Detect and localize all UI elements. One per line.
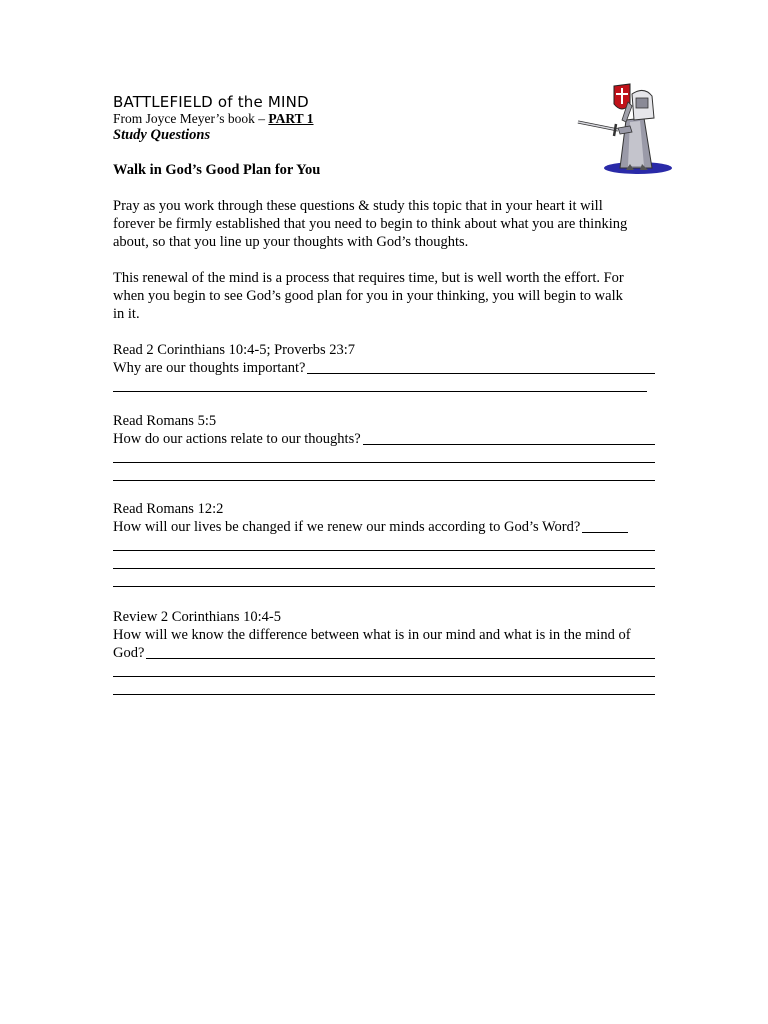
text-line: forever be firmly established that you need to begin to think about what you are thinking xyxy=(113,216,628,232)
question-text: How will our lives be changed if we renew our minds according to God’s Word? xyxy=(113,519,581,535)
scripture-reference: Read 2 Corinthians 10:4-5; Proverbs 23:7 xyxy=(113,342,356,358)
scripture-reference: Review 2 Corinthians 10:4-5 xyxy=(113,609,281,625)
question-block-4 xyxy=(113,608,673,698)
scripture-reference: Read Romans 5:5 xyxy=(113,413,217,429)
answer-line[interactable] xyxy=(113,680,673,698)
text-line: Pray as you work through these questions & study this topic that in your heart it will xyxy=(113,198,603,214)
text-line: This renewal of the mind is a process that requires time, but is well worth the effort. For xyxy=(113,270,624,286)
answer-line[interactable] xyxy=(113,554,673,572)
answer-line[interactable] xyxy=(113,448,673,466)
question-line xyxy=(113,430,673,448)
part-label: PART 1 xyxy=(268,111,314,126)
text-line: in it. xyxy=(113,306,140,322)
answer-line[interactable] xyxy=(113,466,673,484)
question-text: God? xyxy=(113,645,145,661)
answer-blank[interactable] xyxy=(307,373,655,374)
answer-blank[interactable] xyxy=(363,444,655,445)
text-line: when you begin to see God’s good plan for you in your thinking, you will begin to walk xyxy=(113,288,623,304)
question-text: Why are our thoughts important? xyxy=(113,360,306,376)
source-line xyxy=(113,111,314,127)
answer-line[interactable] xyxy=(113,662,673,680)
section-heading: Walk in God’s Good Plan for You xyxy=(113,162,321,178)
answer-line[interactable] xyxy=(113,572,673,590)
question-block-1 xyxy=(113,341,673,395)
subtitle: Study Questions xyxy=(113,127,211,143)
scripture-reference: Read Romans 12:2 xyxy=(113,501,224,517)
source-text: From Joyce Meyer’s book – xyxy=(113,111,269,126)
intro-paragraph-1 xyxy=(113,197,673,251)
question-line xyxy=(113,359,673,377)
question-line xyxy=(113,518,673,536)
intro-paragraph-2 xyxy=(113,269,673,323)
question-block-2 xyxy=(113,412,673,484)
answer-line[interactable] xyxy=(113,377,673,395)
question-text: How will we know the difference between what is in our mind and what is in the mind of xyxy=(113,627,631,643)
question-text: How do our actions relate to our thoughts? xyxy=(113,431,361,447)
question-line xyxy=(113,644,673,662)
document-title: BATTLEFIELD of the MIND xyxy=(113,93,309,111)
answer-blank[interactable] xyxy=(146,658,655,659)
text-line: about, so that you line up your thoughts with God’s thoughts. xyxy=(113,234,469,250)
question-block-3 xyxy=(113,500,673,590)
answer-line[interactable] xyxy=(113,536,673,554)
answer-blank[interactable] xyxy=(582,532,628,533)
knight-clipart-icon xyxy=(574,80,674,182)
